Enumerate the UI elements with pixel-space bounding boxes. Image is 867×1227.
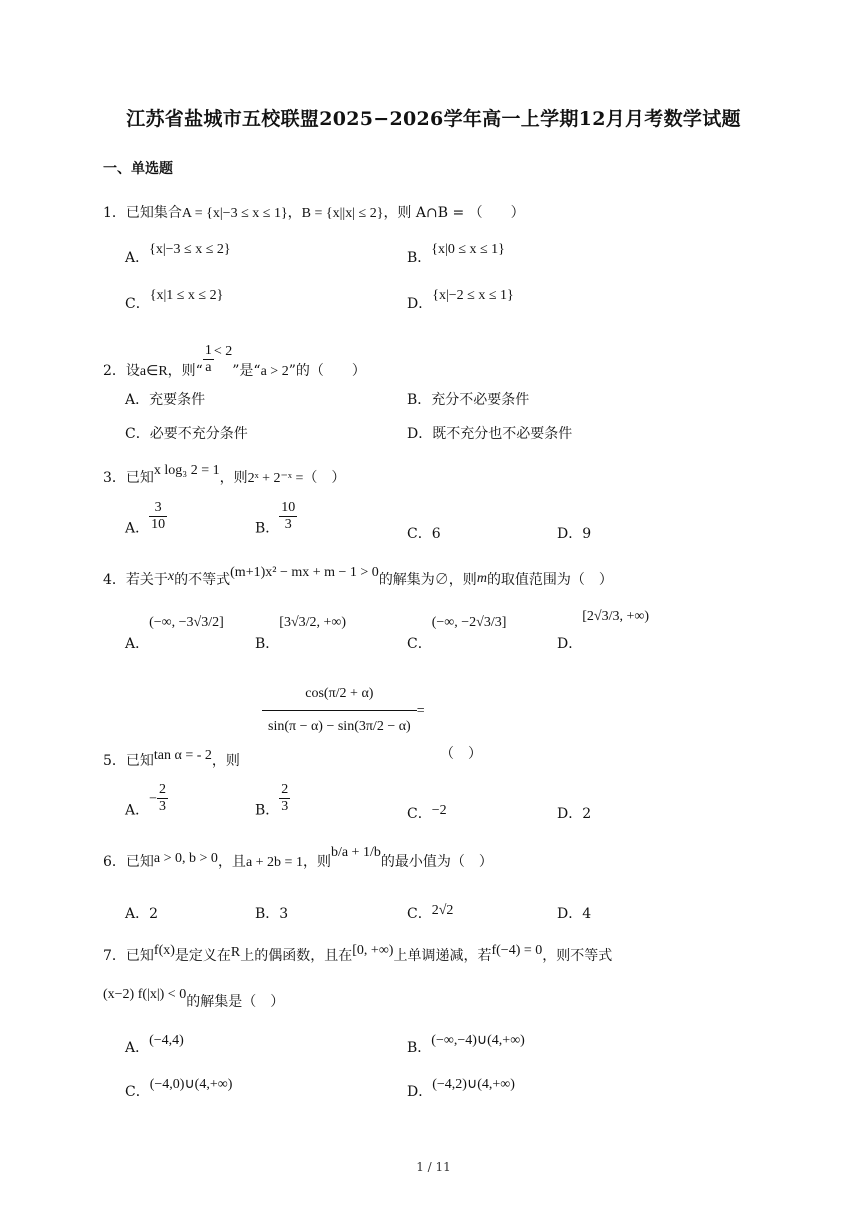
q2-option-d: D．既不充分也不必要条件 <box>407 426 573 442</box>
fraction: $\frac{1}{a}$ <box>204 342 212 375</box>
question-7: 7．已知f(x)是定义在R上的偶函数，且在[0, +∞)上单调递减，若f(−4) = 0，则不等式 <box>103 943 613 964</box>
q7-option-b: B．(−∞,−4)∪(4,+∞) <box>407 1033 525 1056</box>
q3-option-d: D．9 <box>557 526 592 542</box>
q6-option-a: A．2 <box>125 906 159 922</box>
q4-option-c: C．(−∞, −2√3/3] <box>407 615 507 652</box>
q1-option-a: A．{x|−3 ≤ x ≤ 2} <box>125 242 231 266</box>
q4-option-a: A．(−∞, −3√3/2] <box>125 615 224 652</box>
page-number: 1 / 11 <box>416 1160 451 1174</box>
q3-option-a: A． $\frac{3}{10}$ <box>125 500 166 537</box>
q6-option-b: B．3 <box>255 906 289 922</box>
q1-option-d: D．{x|−2 ≤ x ≤ 1} <box>407 288 514 312</box>
q6-option-c: C．2√2 <box>407 903 454 922</box>
q5-option-d: D．2 <box>557 806 592 822</box>
page-title: 江苏省盐城市五校联盟2025−2026学年高一上学期12月月考数学试题 <box>126 108 741 130</box>
question-3: 3．已知x log₃ 2 = 1，则2ˣ + 2⁻ˣ =（ ） <box>103 463 346 486</box>
q4-option-d: D．[2√3/3, +∞) <box>557 609 650 652</box>
question-5: 5．已知tan α = - 2，则 <box>103 748 240 769</box>
question-4: 4．若关于x的不等式(m+1)x² − mx + m − 1 > 0的解集为∅，则m的取值范围为（ ） <box>103 565 613 588</box>
question-5-tail: （ ） <box>440 746 482 762</box>
section-heading: 一、单选题 <box>103 161 173 177</box>
q5-option-b: B． $\frac{2}{3}$ <box>255 782 289 819</box>
q3-option-b: B． $\frac{10}{3}$ <box>255 500 296 537</box>
q7-option-d: D．(−4,2)∪(4,+∞) <box>407 1077 515 1100</box>
q5-fraction: $\frac{\cos(\pi/2 + \alpha)}{\sin(\pi - \alpha) - \sin(3\pi/2 - \alpha)}$ = <box>262 684 425 737</box>
set-b: B = {x||x| ≤ 2} <box>301 206 384 221</box>
q2-option-a: A．充要条件 <box>125 392 206 408</box>
q5-option-a: A．− $\frac{2}{3}$ <box>125 782 167 819</box>
q1-option-c: C．{x|1 ≤ x ≤ 2} <box>125 288 224 312</box>
q4-option-b: B．[3√3/2, +∞) <box>255 615 347 652</box>
q2-option-b: B．充分不必要条件 <box>407 392 530 408</box>
question-2: 2．设a∈R，则“ $\frac{1}{a}$ < 2”是“a > 2”的（ ） <box>103 342 366 379</box>
q6-option-d: D．4 <box>557 906 592 922</box>
q2-option-c: C．必要不充分条件 <box>125 426 248 442</box>
set-a: A = {x|−3 ≤ x ≤ 1} <box>181 206 288 221</box>
question-1: 1．已知集合A = {x|−3 ≤ x ≤ 1}，B = {x||x| ≤ 2}，则 A∩B = （ ） <box>103 205 525 221</box>
q3-option-c: C．6 <box>407 526 441 542</box>
question-7-line2: (x−2) f(|x|) < 0的解集是（ ） <box>103 987 285 1010</box>
question-6: 6．已知a > 0, b > 0，且a + 2b = 1，则b/a + 1/b的最小值为（ ） <box>103 845 493 870</box>
q7-option-a: A．(−4,4) <box>125 1033 184 1056</box>
q7-option-c: C．(−4,0)∪(4,+∞) <box>125 1077 233 1100</box>
q1-option-b: B．{x|0 ≤ x ≤ 1} <box>407 242 505 266</box>
q5-option-c: C．−2 <box>407 803 447 822</box>
